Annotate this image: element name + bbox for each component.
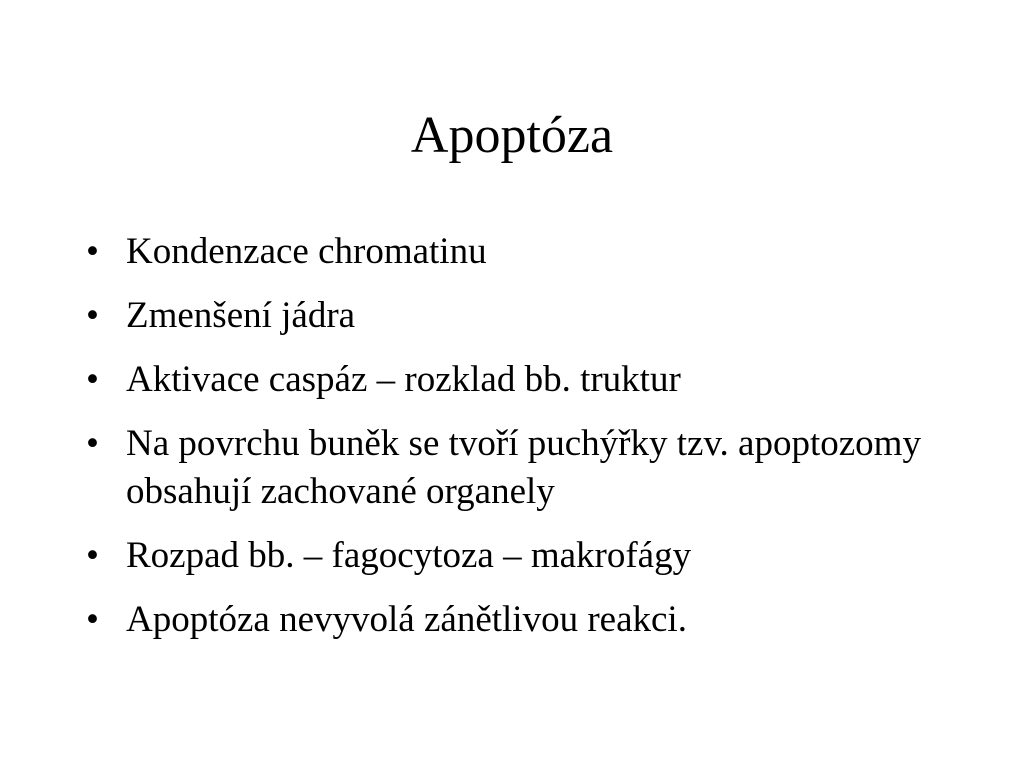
bullet-list	[86, 228, 986, 660]
bullet-icon: •	[86, 359, 99, 400]
list-item	[86, 596, 986, 644]
bullet-icon: •	[86, 599, 99, 640]
bullet-icon: •	[86, 535, 99, 576]
bullet-text: Aktivace caspáz – rozklad bb. truktur	[126, 359, 681, 400]
slide-title: Apoptóza	[410, 107, 614, 164]
list-item	[86, 292, 986, 340]
bullet-text: Apoptóza nevyvolá zánětlivou reakci.	[126, 599, 687, 640]
bullet-text: Rozpad bb. – fagocytoza – makrofágy	[126, 535, 692, 576]
bullet-icon: •	[86, 423, 99, 464]
list-item	[86, 356, 986, 404]
list-item	[86, 228, 986, 276]
bullet-text: Kondenzace chromatinu	[126, 231, 487, 272]
bullet-icon: •	[86, 295, 99, 336]
list-item	[86, 532, 986, 580]
list-item	[86, 420, 986, 516]
bullet-icon: •	[86, 231, 99, 272]
bullet-text: Na povrchu buněk se tvoří puchýřky tzv. apoptozomy obsahují zachované organely	[126, 423, 921, 512]
bullet-text: Zmenšení jádra	[126, 295, 356, 336]
